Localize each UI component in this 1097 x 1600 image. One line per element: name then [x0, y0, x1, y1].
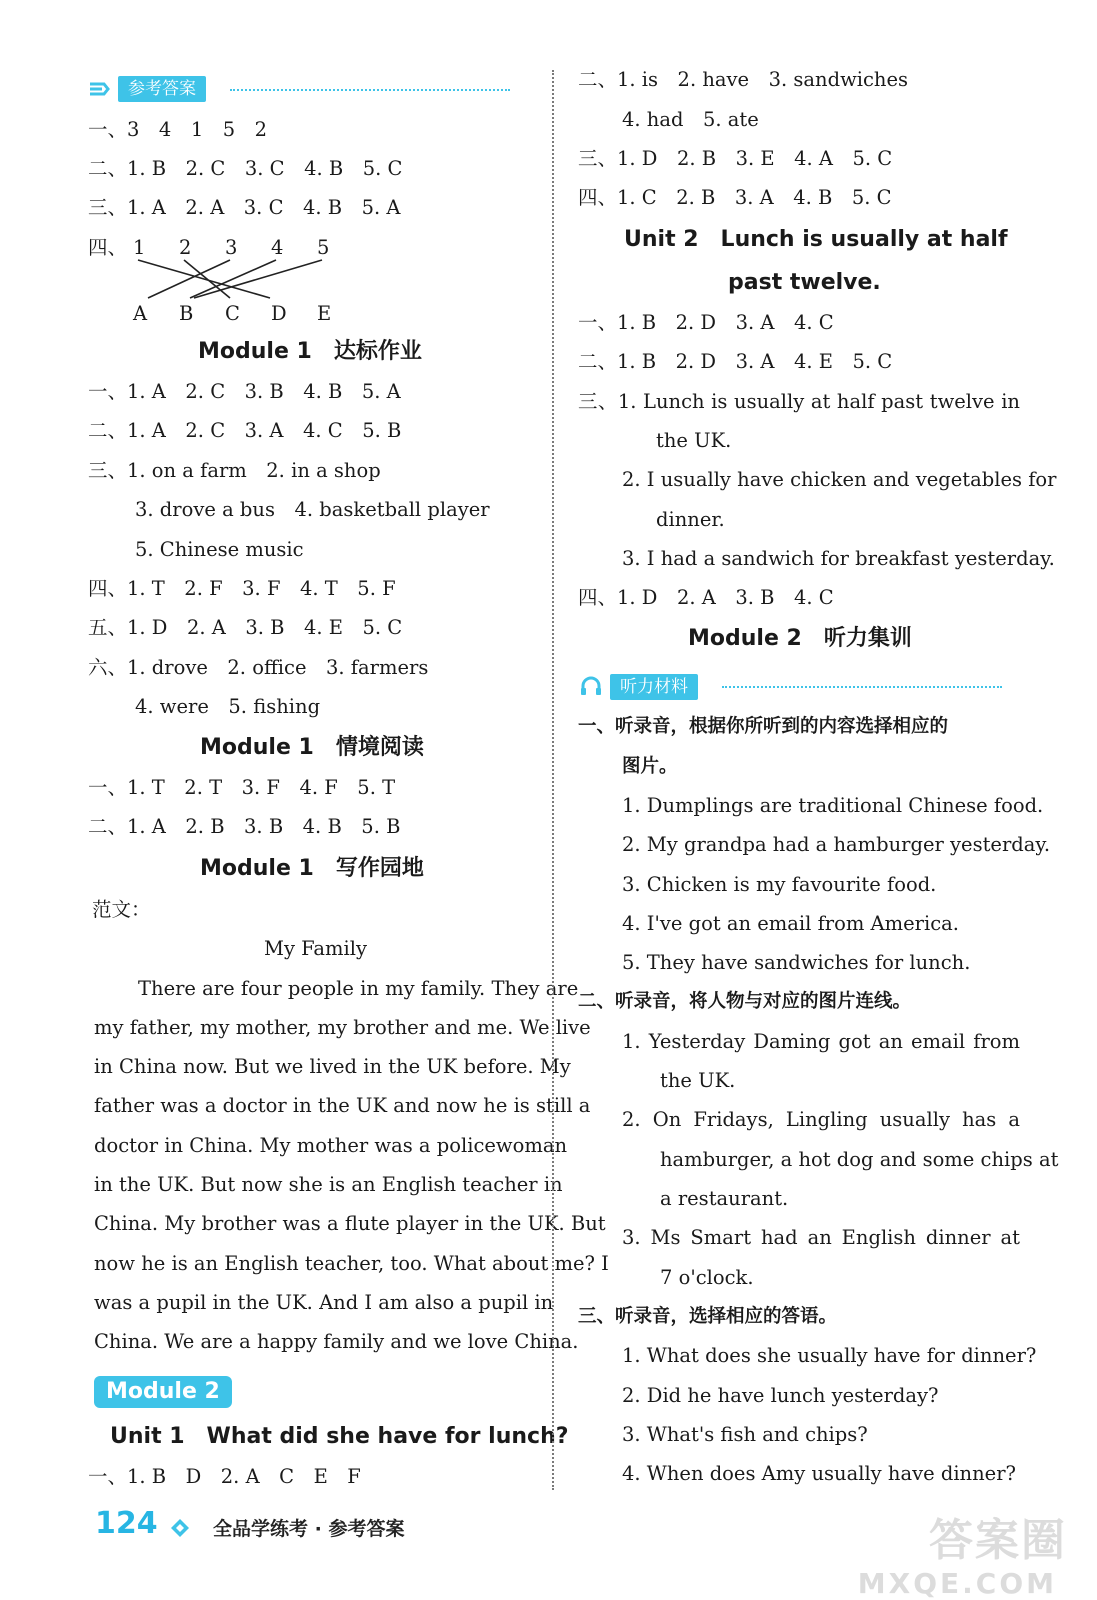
answer-line: 一、3 4 1 5 2 [88, 118, 268, 141]
match-bottom-d: D [271, 302, 287, 325]
match-bottom-b: B [179, 302, 194, 325]
answer-line: 二、1. A 2. B 3. B 4. B 5. B [88, 815, 401, 838]
listening-item: 3. Chicken is my favourite food. [622, 873, 937, 896]
section-heading: Module 1 情境阅读 [200, 735, 424, 760]
section-heading: Module 2 听力集训 [688, 626, 912, 651]
listening-item: 1. What does she usually have for dinner? [622, 1344, 1037, 1367]
matching-lines [128, 258, 338, 302]
listening-item: 4. I've got an email from America. [622, 912, 959, 935]
column-divider [552, 70, 554, 1490]
answer-line: 3. I had a sandwich for breakfast yesterday. [622, 547, 1055, 570]
matching-prefix: 四、 [88, 236, 128, 259]
section-arrow-icon [88, 80, 110, 98]
essay-line: in the UK. But now she is an English teacher in [94, 1173, 563, 1196]
match-top-4: 4 [271, 236, 284, 259]
listening-item: 3. What's fish and chips? [622, 1423, 868, 1446]
headphones-icon [580, 676, 602, 696]
answer-line: 一、1. A 2. C 3. B 4. B 5. A [88, 380, 401, 403]
page-number: 124 [95, 1506, 158, 1541]
match-bottom-e: E [317, 302, 332, 325]
book-title: 全品学练考 · 参考答案 [213, 1518, 405, 1540]
answer-line: 二、1. B 2. C 3. C 4. B 5. C [88, 157, 403, 180]
watermark-logo: 答案圈 [929, 1515, 1067, 1566]
question-heading: 二、听录音，将人物与对应的图片连线。 [578, 991, 912, 1012]
essay-line: China. My brother was a flute player in the UK. But [94, 1212, 606, 1235]
match-top-3: 3 [225, 236, 238, 259]
answer-line: 四、1. T 2. F 3. F 4. T 5. F [88, 577, 396, 600]
match-top-1: 1 [133, 236, 146, 259]
essay-title: My Family [264, 937, 367, 960]
question-heading: 一、听录音，根据你所听到的内容选择相应的 [578, 716, 949, 737]
match-top-2: 2 [179, 236, 192, 259]
essay-line: was a pupil in the UK. And I am also a pupil in [94, 1291, 554, 1314]
listening-item: 5. They have sandwiches for lunch. [622, 951, 971, 974]
diamond-icon [170, 1518, 190, 1538]
listening-material-tag: 听力材料 [610, 674, 698, 700]
answer-line: 三、1. D 2. B 3. E 4. A 5. C [578, 147, 893, 170]
listening-item: 2. On Fridays, Lingling usually has a [622, 1108, 1020, 1131]
essay-line: my father, my mother, my brother and me. We live [94, 1016, 591, 1039]
answer-line: 一、1. T 2. T 3. F 4. F 5. T [88, 776, 396, 799]
answer-line: 一、1. B D 2. A C E F [88, 1465, 361, 1488]
answer-line: dinner. [656, 508, 725, 531]
answer-line: 一、1. B 2. D 3. A 4. C [578, 311, 834, 334]
answer-line: 二、1. is 2. have 3. sandwiches [578, 68, 909, 91]
tag-dotted-line [230, 89, 510, 91]
section-heading: Module 1 达标作业 [198, 339, 422, 364]
listening-item: 4. When does Amy usually have dinner? [622, 1462, 1016, 1485]
answer-line: the UK. [656, 429, 732, 452]
listening-item: 7 o'clock. [660, 1266, 754, 1289]
section-heading: Module 1 写作园地 [200, 856, 424, 881]
answer-line: 五、1. D 2. A 3. B 4. E 5. C [88, 616, 403, 639]
answer-line: 4. had 5. ate [622, 108, 759, 131]
listening-item: 2. My grandpa had a hamburger yesterday. [622, 833, 1051, 856]
listening-item: 1. Dumplings are traditional Chinese food. [622, 794, 1044, 817]
listening-item: 1. Yesterday Daming got an email from [622, 1030, 1020, 1053]
listening-item: hamburger, a hot dog and some chips at [660, 1148, 1059, 1171]
match-bottom-a: A [133, 302, 148, 325]
essay-line: father was a doctor in the UK and now he is still a [94, 1094, 591, 1117]
section-heading: Unit 1 What did she have for lunch? [110, 1424, 569, 1449]
answer-line: 二、1. B 2. D 3. A 4. E 5. C [578, 350, 893, 373]
listening-item: the UK. [660, 1069, 736, 1092]
answer-line: 二、1. A 2. C 3. A 4. C 5. B [88, 419, 402, 442]
match-bottom-c: C [225, 302, 240, 325]
section-heading: Unit 2 Lunch is usually at half [624, 227, 1008, 252]
essay-line: There are four people in my family. They are [138, 977, 579, 1000]
answer-line: 3. drove a bus 4. basketball player [135, 498, 490, 521]
answer-line: 四、1. D 2. A 3. B 4. C [578, 586, 834, 609]
section-heading-cont: past twelve. [728, 270, 881, 295]
essay-line: now he is an English teacher, too. What about me? I [94, 1252, 609, 1275]
answer-line: 六、1. drove 2. office 3. farmers [88, 656, 429, 679]
listening-item: 3. Ms Smart had an English dinner at [622, 1226, 1020, 1249]
answer-line: 三、1. A 2. A 3. C 4. B 5. A [88, 196, 401, 219]
answer-line: 四、1. C 2. B 3. A 4. B 5. C [578, 186, 892, 209]
essay-line: China. We are a happy family and we love China. [94, 1330, 579, 1353]
listening-item: 2. Did he have lunch yesterday? [622, 1384, 939, 1407]
answer-line: 4. were 5. fishing [135, 695, 321, 718]
essay-line: doctor in China. My mother was a policewoman [94, 1134, 568, 1157]
answer-key-tag: 参考答案 [118, 76, 206, 102]
essay-label: 范文： [92, 898, 151, 921]
answer-line: 三、1. Lunch is usually at half past twelve in [578, 390, 1020, 413]
essay-line: in China now. But we lived in the UK before. My [94, 1055, 571, 1078]
tag-dotted-line [722, 686, 1002, 688]
module-2-tag: Module 2 [94, 1376, 232, 1408]
listening-item: a restaurant. [660, 1187, 789, 1210]
question-heading: 三、听录音，选择相应的答语。 [578, 1306, 838, 1327]
answer-line: 2. I usually have chicken and vegetables for [622, 468, 1057, 491]
question-heading-cont: 图片。 [622, 756, 678, 777]
answer-line: 5. Chinese music [135, 538, 304, 561]
match-top-5: 5 [317, 236, 330, 259]
answer-line: 三、1. on a farm 2. in a shop [88, 459, 381, 482]
watermark-url: MXQE.COM [857, 1567, 1057, 1600]
